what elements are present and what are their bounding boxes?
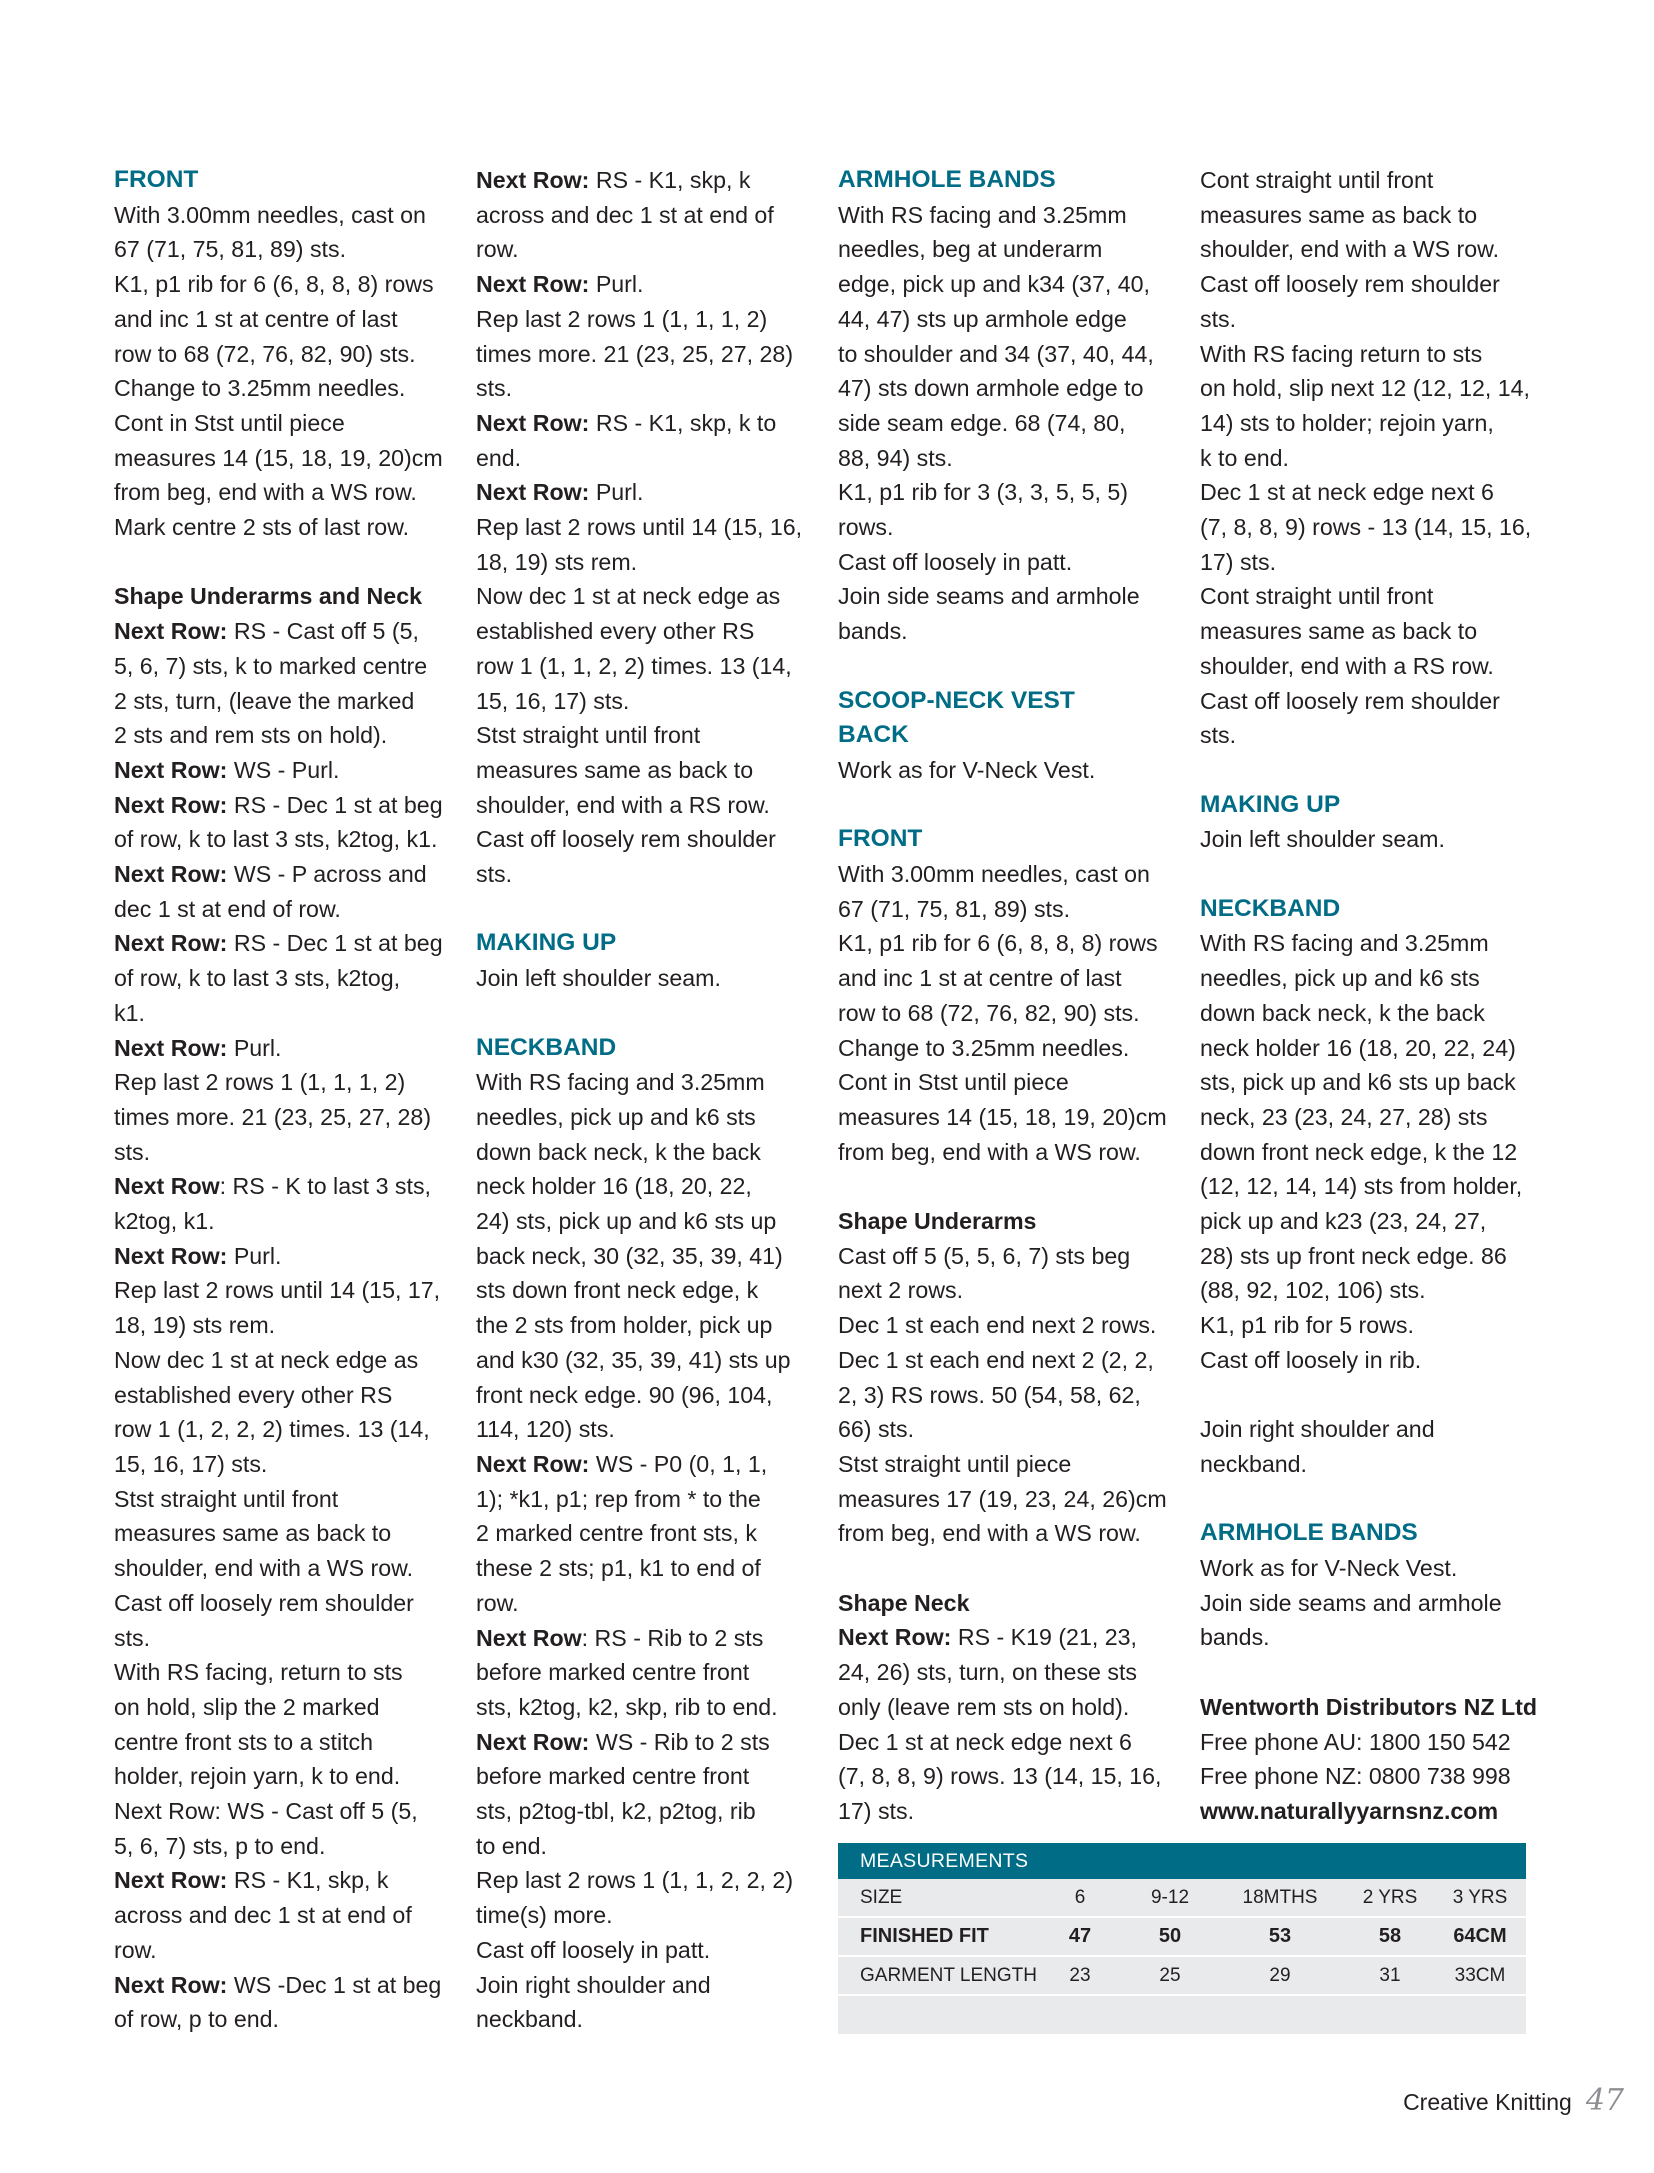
instruction-line: measures same as back to <box>476 756 754 783</box>
instruction-text: RS - Cast off 5 (5, <box>227 618 419 645</box>
instruction-line: Join right shoulder and <box>476 1971 711 1998</box>
instruction-line: edge, pick up and k34 (37, 40, <box>838 271 1150 298</box>
section-heading: BACK <box>838 721 909 749</box>
paragraph-gap <box>1200 857 1548 892</box>
instruction-line: sts, p2tog-tbl, k2, p2tog, rib <box>476 1798 756 1825</box>
measurements-title: MEASUREMENTS <box>838 1843 1526 1879</box>
instruction-line: Dec 1 st at neck edge next 6 <box>1200 479 1494 506</box>
row-label: Next Row: <box>476 271 590 298</box>
instruction-line <box>114 1863 462 1898</box>
row-label: Next Row: <box>476 479 590 506</box>
instruction-line: down back neck, k the back <box>1200 999 1485 1026</box>
instruction-line: (12, 12, 14, 14) sts from holder, <box>1200 1173 1523 1200</box>
row-header-cell: FINISHED FIT <box>860 1925 989 1947</box>
instruction-line <box>114 753 462 788</box>
section-heading: FRONT <box>114 166 199 193</box>
instruction-line: 18, 19) sts rem. <box>114 1312 276 1339</box>
row-label: Next Row: <box>476 1728 590 1755</box>
instruction-line: on hold, slip next 12 (12, 12, 14, <box>1200 375 1531 402</box>
instruction-line: 5, 6, 7) sts, k to marked centre <box>114 652 428 679</box>
section-heading: SCOOP-NECK VEST <box>838 686 1075 714</box>
instruction-text: Purl. <box>589 271 644 298</box>
row-label: Next Row: <box>114 756 228 783</box>
instruction-line: needles, pick up and k6 sts <box>1200 965 1480 992</box>
paragraph-gap <box>838 649 1186 684</box>
instruction-line: neck, 23 (23, 24, 27, 28) sts <box>1200 1103 1488 1130</box>
instruction-line: Next Row: WS - Cast off 5 (5, <box>114 1798 418 1825</box>
instruction-line: Join right shoulder and <box>1200 1416 1435 1443</box>
page-number: 47 <box>1585 2083 1624 2118</box>
instruction-line: With RS facing return to sts <box>1200 340 1483 367</box>
instruction-line: before marked centre front <box>476 1763 750 1790</box>
instruction-line: row. <box>476 236 519 263</box>
instruction-line <box>114 1968 462 2003</box>
instruction-line: neckband. <box>1200 1450 1308 1477</box>
instruction-line: Cont straight until front <box>1200 583 1434 610</box>
instruction-line: 2 marked centre front sts, k <box>476 1520 757 1547</box>
instruction-line: 1); *k1, p1; rep from * to the <box>476 1485 761 1512</box>
row-label: Next Row: <box>476 1450 590 1477</box>
instruction-text: WS - P across and <box>227 861 427 888</box>
instruction-line: side seam edge. 68 (74, 80, <box>838 409 1126 436</box>
instruction-line: measures same as back to <box>1200 201 1478 228</box>
paragraph-gap <box>838 1169 1186 1204</box>
instruction-line <box>476 406 824 441</box>
instruction-line: Change to 3.25mm needles. <box>114 375 406 402</box>
instruction-line: times more. 21 (23, 25, 27, 28) <box>114 1103 432 1130</box>
row-label: Next Row: <box>476 409 590 436</box>
paragraph-gap <box>838 1551 1186 1586</box>
instruction-line <box>476 267 824 302</box>
instruction-line: of row, k to last 3 sts, k2tog, k1. <box>114 826 438 853</box>
instruction-line: K1, p1 rib for 6 (6, 8, 8, 8) rows <box>114 271 434 298</box>
instruction-line: Now dec 1 st at neck edge as <box>476 583 781 610</box>
instruction-line: 15, 16, 17) sts. <box>114 1451 268 1477</box>
instruction-line: Rep last 2 rows until 14 (15, 17, <box>114 1277 441 1304</box>
paragraph-gap <box>1200 1482 1548 1517</box>
table-row <box>838 1918 1526 1957</box>
paragraph-gap <box>476 892 824 927</box>
table-cell: 33CM <box>1454 1965 1506 1986</box>
instruction-line: Cont in Stst until piece <box>838 1069 1069 1096</box>
instruction-line: k to end. <box>1200 444 1289 471</box>
section-heading: NECKBAND <box>476 1033 617 1061</box>
instruction-line <box>476 475 824 510</box>
instruction-line: Cast off loosely rem shoulder <box>1200 271 1500 298</box>
instruction-line: 17) sts. <box>1200 548 1277 575</box>
instruction-line: 15, 16, 17) sts. <box>476 687 630 714</box>
instruction-line: on hold, slip the 2 marked <box>114 1693 380 1720</box>
table-cell: 53 <box>1268 1925 1292 1947</box>
instruction-line: Join side seams and armhole <box>1200 1589 1502 1616</box>
instruction-text: WS - P0 (0, 1, 1, <box>589 1450 768 1477</box>
instruction-line: shoulder, end with a WS row. <box>114 1555 414 1582</box>
row-label: Next Row <box>476 1624 582 1651</box>
instruction-line: across and dec 1 st at end of <box>476 201 774 228</box>
instruction-line <box>114 614 462 649</box>
instruction-text: RS - K1, skp, k <box>589 167 751 193</box>
subheading: Wentworth Distributors NZ Ltd <box>1200 1693 1538 1720</box>
table-cell: 50 <box>1158 1925 1182 1947</box>
instruction-line: 5, 6, 7) sts, p to end. <box>114 1832 326 1859</box>
instruction-line: these 2 sts; p1, k1 to end of <box>476 1555 761 1582</box>
instruction-text: Purl. <box>227 1242 282 1269</box>
instruction-line: Cast off loosely rem shoulder <box>1200 687 1500 714</box>
instruction-line: With RS facing and 3.25mm <box>838 201 1127 228</box>
instruction-line: 28) sts up front neck edge. 86 <box>1200 1242 1507 1269</box>
instruction-line: Free phone AU: 1800 150 542 <box>1200 1728 1511 1755</box>
instruction-line: dec 1 st at end of row. <box>114 895 341 922</box>
row-label: Next Row: <box>838 1624 952 1651</box>
instruction-line: 114, 120) sts. <box>476 1416 615 1443</box>
instruction-text: WS -Dec 1 st at beg <box>227 1971 442 1998</box>
instruction-line <box>114 1239 462 1274</box>
instruction-line: holder, rejoin yarn, k to end. <box>114 1763 401 1790</box>
instruction-line: Mark centre 2 sts of last row. <box>114 514 410 541</box>
instruction-line: row 1 (1, 1, 2, 2) times. 13 (14, <box>476 652 792 679</box>
instruction-line: established every other RS <box>114 1381 393 1408</box>
instruction-line: back neck, 30 (32, 35, 39, 41) <box>476 1242 783 1269</box>
instruction-line: (7, 8, 8, 9) rows. 13 (14, 15, 16, <box>838 1763 1162 1790</box>
instruction-line: 47) sts down armhole edge to <box>838 375 1144 402</box>
instruction-line: sts down front neck edge, k <box>476 1277 759 1304</box>
instruction-line: 17) sts. <box>838 1797 915 1824</box>
instruction-line <box>114 1169 462 1204</box>
instruction-line: Work as for V-Neck Vest. <box>838 756 1096 783</box>
instruction-line: the 2 sts from holder, pick up <box>476 1312 773 1339</box>
instruction-line: measures 14 (15, 18, 19, 20)cm <box>838 1103 1167 1130</box>
instruction-line: With RS facing and 3.25mm <box>476 1069 765 1096</box>
instruction-line: Stst straight until piece <box>838 1450 1072 1477</box>
instruction-line: measures same as back to <box>1200 618 1478 645</box>
subheading: Shape Underarms <box>838 1208 1037 1235</box>
instruction-line: With 3.00mm needles, cast on <box>114 201 426 228</box>
instruction-line: row to 68 (72, 76, 82, 90) sts. <box>838 999 1140 1026</box>
column-3 <box>838 163 1186 1829</box>
instruction-text: RS - Dec 1 st at beg <box>227 930 443 957</box>
instruction-line: Join side seams and armhole <box>838 583 1140 610</box>
instruction-line: Cast off loosely rem shoulder <box>114 1589 414 1616</box>
row-label: Next Row: <box>114 930 228 957</box>
instruction-line: 18, 19) sts rem. <box>476 548 638 575</box>
instruction-line: needles, beg at underarm <box>838 236 1103 263</box>
instruction-line: and inc 1 st at centre of last <box>838 965 1122 992</box>
instruction-line: 24, 26) sts, turn, on these sts <box>838 1659 1138 1686</box>
instruction-line: 67 (71, 75, 81, 89) sts. <box>838 895 1071 922</box>
instruction-line: 14) sts to holder; rejoin yarn, <box>1200 409 1494 436</box>
instruction-line: centre front sts to a stitch <box>114 1728 374 1755</box>
instruction-line: down front neck edge, k the 12 <box>1200 1138 1518 1165</box>
section-heading: NECKBAND <box>1200 894 1341 922</box>
instruction-line: neckband. <box>476 2006 584 2033</box>
instruction-line: bands. <box>838 618 908 645</box>
instruction-line <box>476 1725 824 1760</box>
subheading: Shape Neck <box>838 1589 970 1616</box>
instruction-line: Join left shoulder seam. <box>1200 826 1445 853</box>
instruction-line: down back neck, k the back <box>476 1138 761 1165</box>
instruction-line: to end. <box>476 1832 547 1859</box>
table-cell: 64CM <box>1453 1925 1507 1947</box>
instruction-line <box>114 1031 462 1066</box>
row-label: Next Row: <box>476 167 590 193</box>
instruction-line <box>838 1620 1186 1655</box>
paragraph-gap <box>114 545 462 580</box>
instruction-line: With RS facing, return to sts <box>114 1659 403 1686</box>
instruction-line: Join left shoulder seam. <box>476 965 721 992</box>
row-label: Next Row: <box>114 618 228 645</box>
table-row <box>838 1957 1526 1996</box>
instruction-line: from beg, end with a WS row. <box>114 479 417 506</box>
column-1 <box>114 163 462 2037</box>
instruction-line: K1, p1 rib for 3 (3, 3, 5, 5, 5) <box>838 479 1128 506</box>
paragraph-gap <box>1200 1378 1548 1413</box>
instruction-line: Work as for V-Neck Vest. <box>1200 1555 1458 1582</box>
table-cell: 18MTHS <box>1242 1887 1318 1908</box>
magazine-name: Creative Knitting <box>1403 2089 1572 2115</box>
instruction-line: sts, k2tog, k2, skp, rib to end. <box>476 1693 778 1720</box>
subheading: www.naturallyyarnsnz.com <box>1200 1797 1499 1824</box>
instruction-line: K1, p1 rib for 5 rows. <box>1200 1312 1414 1339</box>
instruction-line: Cast off loosely in rib. <box>1200 1346 1422 1373</box>
instruction-line: front neck edge. 90 (96, 104, <box>476 1381 773 1408</box>
instruction-line: and inc 1 st at centre of last <box>114 305 398 332</box>
instruction-line: before marked centre front <box>476 1659 750 1686</box>
instruction-text: Purl. <box>589 479 644 506</box>
instruction-line: Cast off loosely rem shoulder <box>476 826 776 853</box>
instruction-line: Cont straight until front <box>1200 167 1434 193</box>
instruction-line: from beg, end with a WS row. <box>838 1138 1141 1165</box>
instruction-line: Dec 1 st each end next 2 (2, 2, <box>838 1346 1154 1373</box>
instruction-line: With RS facing and 3.25mm <box>1200 930 1489 957</box>
table-cell: 47 <box>1068 1925 1092 1947</box>
instruction-line: 88, 94) sts. <box>838 444 953 471</box>
instruction-text: Purl. <box>227 1034 282 1061</box>
instruction-line: next 2 rows. <box>838 1277 964 1304</box>
paragraph-gap <box>476 996 824 1031</box>
instruction-text: RS - K1, skp, k to <box>589 409 777 436</box>
instruction-line: sts. <box>1200 305 1237 332</box>
table-cell: 25 <box>1159 1965 1181 1986</box>
instruction-line: bands. <box>1200 1624 1270 1651</box>
instruction-line: Change to 3.25mm needles. <box>838 1034 1130 1061</box>
instruction-line: Cast off 5 (5, 5, 6, 7) sts beg <box>838 1242 1131 1269</box>
instruction-line <box>476 1447 824 1482</box>
instruction-line: neck holder 16 (18, 20, 22, 24) <box>1200 1034 1516 1061</box>
instruction-line: 2 sts, turn, (leave the marked <box>114 687 415 714</box>
table-row <box>838 1879 1526 1918</box>
instruction-text: RS - K1, skp, k <box>227 1867 389 1894</box>
instruction-line: pick up and k23 (23, 24, 27, <box>1200 1208 1487 1235</box>
section-heading: MAKING UP <box>1200 790 1341 818</box>
measurements-table <box>838 1843 1526 2034</box>
table-spacer-row <box>838 1996 1526 2034</box>
instruction-line: time(s) more. <box>476 1902 613 1929</box>
instruction-line: neck holder 16 (18, 20, 22, <box>476 1173 752 1200</box>
instruction-line: With 3.00mm needles, cast on <box>838 861 1150 888</box>
instruction-line <box>114 926 462 961</box>
paragraph-gap <box>838 788 1186 823</box>
table-cell: 9-12 <box>1150 1887 1190 1908</box>
instruction-line: 2, 3) RS rows. 50 (54, 58, 62, <box>838 1381 1141 1408</box>
instruction-line: Rep last 2 rows 1 (1, 1, 1, 2) <box>114 1069 406 1096</box>
section-heading: ARMHOLE BANDS <box>1200 1519 1418 1547</box>
instruction-line: K1, p1 rib for 6 (6, 8, 8, 8) rows <box>838 930 1158 957</box>
instruction-line: k1. <box>114 999 145 1026</box>
instruction-line: sts. <box>476 861 513 888</box>
section-heading: MAKING UP <box>476 929 617 957</box>
instruction-line: end. <box>476 444 522 471</box>
instruction-line: sts. <box>1200 722 1237 749</box>
instruction-line <box>476 163 824 198</box>
column-2 <box>476 163 824 2037</box>
row-header-cell: GARMENT LENGTH <box>860 1965 1038 1986</box>
row-label: Next Row: <box>114 791 228 818</box>
instruction-line: row. <box>476 1589 519 1616</box>
table-cell: 3 YRS <box>1452 1887 1508 1908</box>
instruction-line: shoulder, end with a WS row. <box>1200 236 1500 263</box>
instruction-line <box>114 788 462 823</box>
instruction-line: shoulder, end with a RS row. <box>1200 652 1494 679</box>
section-heading: ARMHOLE BANDS <box>838 166 1056 193</box>
instruction-line: measures 17 (19, 23, 24, 26)cm <box>838 1485 1167 1512</box>
table-cell: 2 YRS <box>1362 1887 1418 1908</box>
table-cell: 58 <box>1378 1925 1402 1947</box>
instruction-line: of row, k to last 3 sts, k2tog, <box>114 965 401 992</box>
instruction-line: measures 14 (15, 18, 19, 20)cm <box>114 444 443 471</box>
instruction-line: from beg, end with a WS row. <box>838 1520 1141 1547</box>
instruction-text: WS - Purl. <box>227 756 340 783</box>
instruction-line: k2tog, k1. <box>114 1208 215 1235</box>
instruction-line: Cast off loosely in patt. <box>476 1936 711 1963</box>
instruction-line: needles, pick up and k6 sts <box>476 1103 756 1130</box>
section-heading: FRONT <box>838 825 923 853</box>
instruction-text: RS - Dec 1 st at beg <box>227 791 443 818</box>
row-label: Next Row <box>114 1173 220 1200</box>
instruction-line: row 1 (1, 2, 2, 2) times. 13 (14, <box>114 1416 430 1443</box>
instruction-text: WS - Rib to 2 sts <box>589 1728 770 1755</box>
table-cell: 29 <box>1269 1965 1291 1986</box>
row-label: Next Row: <box>114 1242 228 1269</box>
instruction-line: and k30 (32, 35, 39, 41) sts up <box>476 1346 791 1373</box>
instruction-line: measures same as back to <box>114 1520 392 1547</box>
paragraph-gap <box>1200 753 1548 788</box>
instruction-text: : RS - Rib to 2 sts <box>581 1624 764 1651</box>
instruction-line: sts, pick up and k6 sts up back <box>1200 1069 1516 1096</box>
instruction-line: row to 68 (72, 76, 82, 90) sts. <box>114 340 416 367</box>
instruction-line: of row, p to end. <box>114 2006 279 2033</box>
instruction-line: shoulder, end with a RS row. <box>476 791 770 818</box>
instruction-line: Cont in Stst until piece <box>114 409 345 436</box>
instruction-line: Dec 1 st each end next 2 rows. <box>838 1312 1157 1339</box>
instruction-text: RS - K19 (21, 23, <box>951 1624 1137 1651</box>
table-cell: 31 <box>1379 1965 1401 1986</box>
table-cell: 23 <box>1069 1965 1091 1986</box>
instruction-line: to shoulder and 34 (37, 40, 44, <box>838 340 1154 367</box>
instruction-line: Rep last 2 rows 1 (1, 1, 2, 2, 2) <box>476 1867 794 1894</box>
row-label: Next Row: <box>114 1867 228 1894</box>
instruction-line: (7, 8, 8, 9) rows - 13 (14, 15, 16, <box>1200 514 1532 541</box>
table-cell: 6 <box>1074 1887 1086 1908</box>
subheading: Shape Underarms and Neck <box>114 583 422 610</box>
instruction-line: times more. 21 (23, 25, 27, 28) <box>476 340 794 367</box>
instruction-line: Stst straight until front <box>114 1485 339 1512</box>
instruction-line: 66) sts. <box>838 1416 915 1443</box>
instruction-line: 2 sts and rem sts on hold). <box>114 722 388 749</box>
instruction-line: 24) sts, pick up and k6 sts up <box>476 1208 777 1235</box>
instruction-line: Now dec 1 st at neck edge as <box>114 1346 419 1373</box>
instruction-line: Rep last 2 rows until 14 (15, 16, <box>476 514 803 541</box>
paragraph-gap <box>1200 1655 1548 1690</box>
instruction-line: rows. <box>838 514 894 541</box>
row-label: Next Row: <box>114 1034 228 1061</box>
instruction-line: only (leave rem sts on hold). <box>838 1693 1130 1720</box>
instruction-line: 67 (71, 75, 81, 89) sts. <box>114 236 347 263</box>
instruction-line: Stst straight until front <box>476 722 701 749</box>
instruction-text: : RS - K to last 3 sts, <box>219 1173 431 1200</box>
instruction-line <box>476 1621 824 1656</box>
measurements-body <box>838 1879 1526 1996</box>
instruction-line: sts. <box>476 375 513 402</box>
instruction-line: sts. <box>114 1624 151 1651</box>
instruction-line: Free phone NZ: 0800 738 998 <box>1200 1763 1511 1790</box>
instruction-line: row. <box>114 1936 157 1963</box>
instruction-line: across and dec 1 st at end of <box>114 1902 412 1929</box>
instruction-line: Dec 1 st at neck edge next 6 <box>838 1728 1132 1755</box>
row-label: Next Row: <box>114 1971 228 1998</box>
instruction-line: Rep last 2 rows 1 (1, 1, 1, 2) <box>476 305 768 332</box>
row-header-cell: SIZE <box>860 1887 903 1908</box>
instruction-line: sts. <box>114 1138 151 1165</box>
instruction-line: Cast off loosely in patt. <box>838 548 1073 575</box>
page-footer <box>1403 2083 1624 2118</box>
instruction-line: 44, 47) sts up armhole edge <box>838 305 1127 332</box>
column-4 <box>1200 163 1548 1829</box>
instruction-line: established every other RS <box>476 618 755 645</box>
instruction-line: (88, 92, 102, 106) sts. <box>1200 1277 1426 1304</box>
instruction-line <box>114 857 462 892</box>
row-label: Next Row: <box>114 861 228 888</box>
